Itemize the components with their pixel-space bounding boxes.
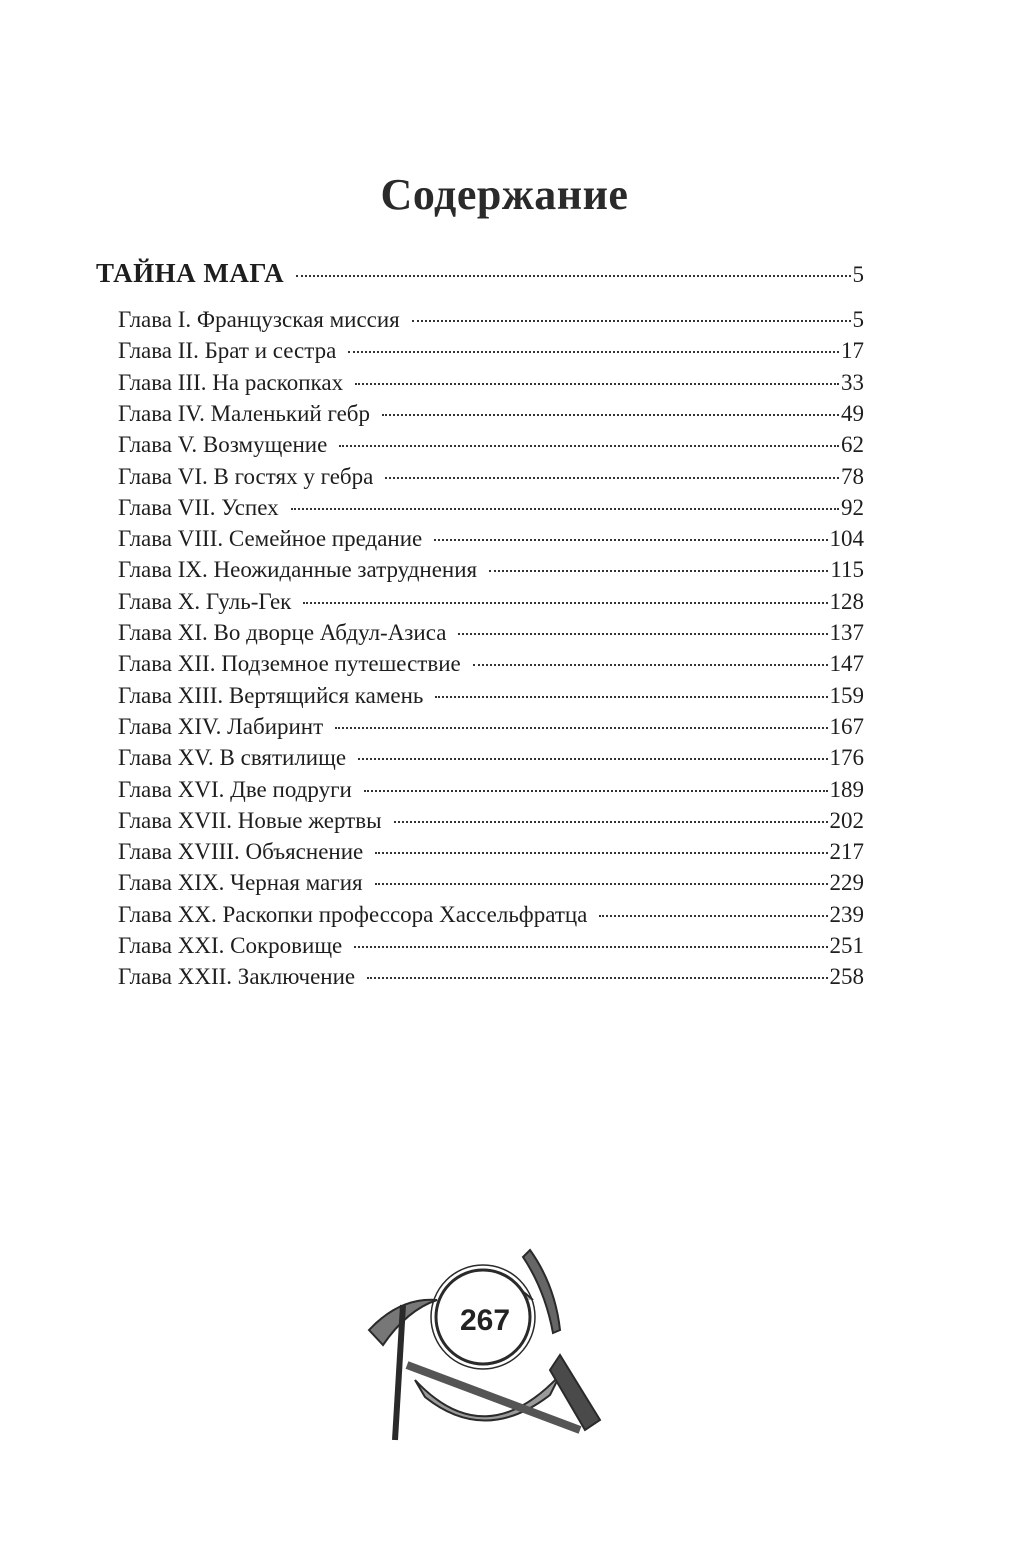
toc-chapter-page: 78: [841, 463, 864, 489]
toc-chapter-page: 202: [829, 807, 864, 833]
toc-chapter-page: 104: [829, 526, 864, 552]
toc-leader-dots: [458, 633, 827, 635]
toc-chapter-page: 17: [841, 338, 864, 364]
toc-chapter-title: Глава XVIII. Объяснение: [118, 839, 364, 865]
toc-chapter-title: Глава VIII. Семейное предание: [118, 526, 423, 552]
toc-chapter-title: Глава III. На раскопках: [118, 369, 344, 395]
toc-leader-dots: [335, 727, 827, 729]
toc-leader-dots: [394, 821, 828, 823]
toc-chapter-page: 217: [829, 839, 864, 865]
toc-chapter-row[interactable]: [118, 432, 864, 458]
toc-leader-dots: [339, 445, 839, 447]
toc-chapter-title: Глава II. Брат и сестра: [118, 338, 337, 364]
toc-chapter-title: Глава XII. Подземное путешествие: [118, 651, 461, 677]
toc-chapter-title: Глава XXI. Сокровище: [118, 933, 343, 958]
toc-chapter-page: 176: [829, 745, 864, 771]
toc-leader-dots: [435, 696, 827, 698]
toc-chapter-title: Глава XVII. Новые жертвы: [118, 807, 382, 833]
toc-chapter-row[interactable]: [118, 714, 864, 740]
toc-chapter-row[interactable]: [118, 808, 864, 834]
toc-chapter-row[interactable]: [118, 933, 864, 959]
toc-leader-dots: [375, 852, 827, 854]
toc-chapter-row[interactable]: [118, 777, 864, 803]
toc-chapter-page: 189: [829, 776, 864, 802]
toc-chapter-row[interactable]: [118, 589, 864, 615]
toc-leader-dots: [385, 477, 839, 479]
toc-chapter-row[interactable]: [118, 745, 864, 771]
toc-chapter-page: 167: [829, 713, 864, 739]
toc-chapter-row[interactable]: [118, 495, 864, 521]
page-number: 267: [459, 1304, 511, 1337]
toc-leader-dots: [434, 539, 827, 541]
toc-chapter-page: 62: [841, 432, 864, 458]
toc-leader-dots: [358, 758, 827, 760]
toc-chapter-page: 229: [829, 870, 864, 896]
toc-chapter-page: 251: [829, 933, 864, 958]
toc-chapter-row[interactable]: [118, 557, 864, 583]
toc-leader-dots: [348, 351, 839, 353]
toc-chapter-page: 33: [841, 369, 864, 395]
page-title: Содержание: [380, 170, 629, 220]
toc-chapter-title: Глава XVI. Две подруги: [118, 776, 352, 802]
toc-chapter-title: Глава XIV. Лабиринт: [118, 713, 324, 739]
toc-chapter-title: Глава VI. В гостях у гебра: [118, 463, 374, 489]
toc-leader-dots: [489, 570, 828, 572]
toc-chapter-page: 5: [852, 307, 864, 332]
toc-chapter-title: Глава XV. В святилище: [118, 745, 347, 771]
toc-chapter-row[interactable]: [118, 964, 864, 990]
toc-chapter-row[interactable]: [118, 464, 864, 490]
toc-leader-dots: [296, 275, 850, 277]
toc-leader-dots: [599, 915, 827, 917]
toc-chapter-row[interactable]: [118, 338, 864, 364]
toc-leader-dots: [354, 946, 827, 948]
toc-chapter-row[interactable]: [118, 370, 864, 396]
toc-leader-dots: [367, 977, 827, 979]
toc-chapter-page: 49: [841, 400, 864, 426]
toc-chapter-title: Глава IX. Неожиданные затруднения: [118, 557, 478, 583]
toc-leader-dots: [303, 602, 827, 604]
toc-chapter-row[interactable]: [118, 651, 864, 677]
toc-chapter-page: 137: [829, 620, 864, 645]
toc-chapter-page: 239: [829, 901, 864, 927]
toc-chapter-title: Глава XIII. Вертящийся камень: [118, 682, 424, 708]
toc-chapter-row[interactable]: [118, 870, 864, 896]
toc-chapter-title: Глава I. Французская миссия: [118, 307, 400, 332]
toc-leader-dots: [291, 508, 839, 510]
toc-chapter-row[interactable]: [118, 839, 864, 865]
toc-chapter-page: 258: [829, 964, 864, 990]
toc-chapter-row[interactable]: [118, 620, 864, 646]
toc-chapter-row[interactable]: [118, 401, 864, 427]
toc-chapter-title: Глава IV. Маленький гебр: [118, 400, 371, 426]
toc-leader-dots: [364, 790, 828, 792]
toc-chapter-title: Глава XIX. Черная магия: [118, 870, 363, 896]
toc-leader-dots: [382, 414, 839, 416]
toc-chapter-page: 147: [829, 651, 864, 677]
toc-part-page: 5: [852, 262, 864, 287]
toc-chapter-title: Глава XXII. Заключение: [118, 964, 356, 990]
toc-chapter-page: 115: [830, 557, 864, 583]
toc-chapter-title: Глава XI. Во дворце Абдул-Азиса: [118, 620, 447, 645]
toc-chapter-row[interactable]: [118, 902, 864, 928]
toc-chapter-row[interactable]: [118, 307, 864, 333]
toc-chapter-title: Глава XX. Раскопки профессора Хассельфратца: [118, 901, 588, 927]
toc-chapter-row[interactable]: [118, 683, 864, 709]
toc-leader-dots: [473, 664, 828, 666]
toc-chapter-title: Глава V. Возмущение: [118, 432, 328, 458]
toc-chapter-title: Глава VII. Успех: [118, 494, 279, 520]
toc-chapter-title: Глава X. Гуль-Гек: [118, 588, 292, 614]
toc-chapter-page: 92: [841, 494, 864, 520]
toc-part-row[interactable]: [96, 258, 864, 289]
toc-leader-dots: [412, 320, 851, 322]
toc-chapter-row[interactable]: [118, 526, 864, 552]
footer-emblem: [355, 1205, 615, 1445]
toc-leader-dots: [375, 883, 828, 885]
toc-part-title: ТАЙНА МАГА: [96, 258, 285, 288]
toc-chapter-page: 128: [829, 588, 864, 614]
toc-chapter-page: 159: [829, 682, 864, 708]
toc-leader-dots: [355, 383, 839, 385]
